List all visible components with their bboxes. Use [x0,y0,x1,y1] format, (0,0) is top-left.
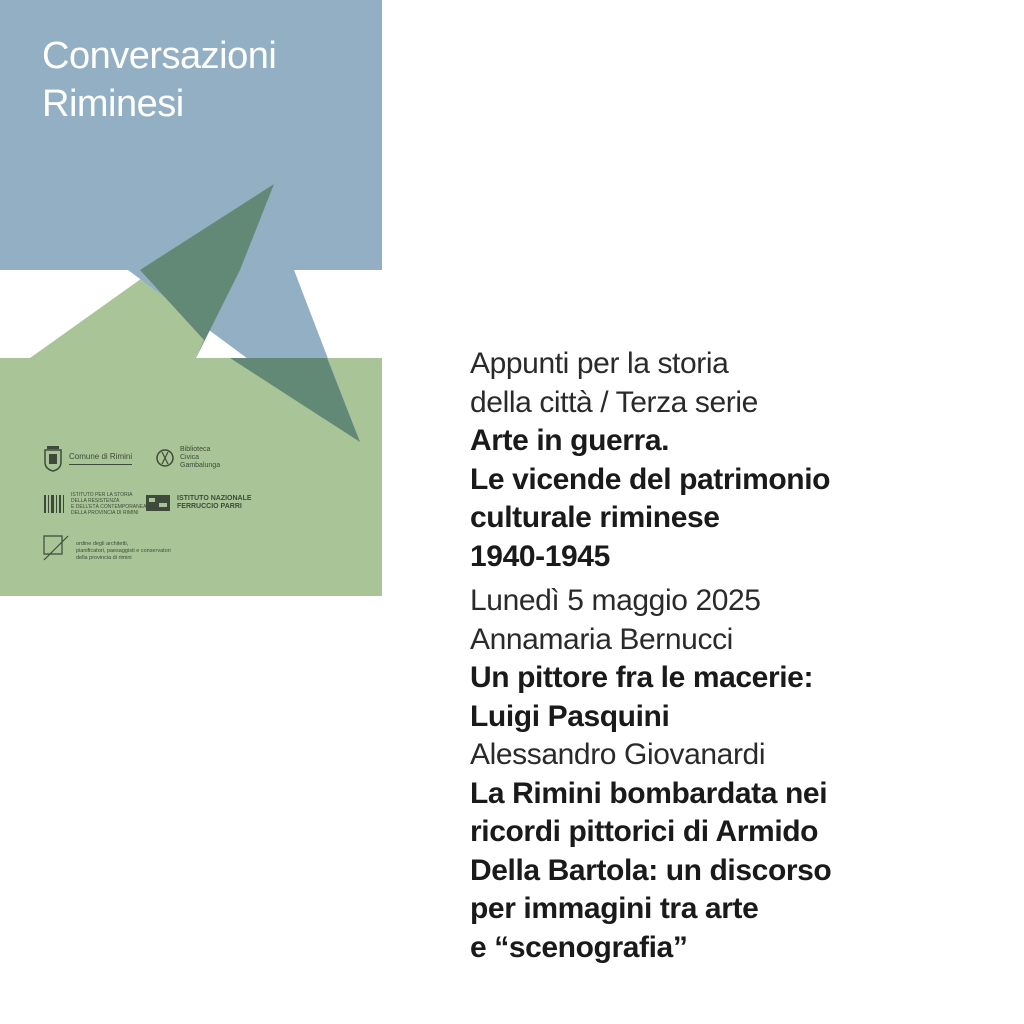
logo-istituto-ferruccio-parri [145,492,252,514]
series-theme-line: 1940-1945 [470,539,610,573]
logo-label: DELLA PROVINCIA DI RIMINI [71,510,139,516]
talk-title-line: ricordi pittorici di Armido [470,815,819,848]
event-date-block [470,582,990,621]
logo-label: E DELL'ETÀ CONTEMPORANEA [71,504,147,510]
logo-label: ISTITUTO NAZIONALE [177,495,252,502]
logo-ordine-architetti [42,534,171,562]
logo-label: Comune di Rimini [69,452,133,461]
talk-title-line: e “scenografia” [470,930,688,964]
talk-title-line: per immagini tra arte [470,892,759,925]
talk-speaker: Annamaria Bernucci [470,622,733,656]
series-subtitle-line: della città / Terza serie [470,385,758,419]
logo-label: FERRUCCIO PARRI [177,503,242,510]
logo-label: ordine degli architetti, [76,541,129,547]
istituto-barcode-icon [43,493,65,515]
rimini-crest-icon [43,446,63,472]
talk-title-line: Un pittore fra le macerie: [470,661,814,694]
series-theme [470,422,990,576]
logo-istituto-storia-resistenza [43,492,146,516]
logo-label: della provincia di rimini [76,555,132,561]
series-subtitle [470,345,990,422]
logo-label: pianificatori, paesaggisti e conservatori [76,548,171,554]
logo-label: Gambalunga [180,462,221,469]
logo-label: Biblioteca [180,446,211,453]
parri-emblem-icon [145,492,171,514]
logo-comune-di-rimini [43,446,132,472]
talk-item [470,621,990,737]
logo-biblioteca-gambalunga [156,446,220,470]
series-theme-line: Le vicende del patrimonio [470,462,831,496]
talk-title-line: Luigi Pasquini [470,699,670,733]
series-theme-line: Arte in guerra. [470,424,670,457]
talk-item [470,736,990,967]
series-subtitle-line: Appunti per la storia [470,347,729,380]
series-theme-line: culturale riminese [470,501,720,534]
logo-label: ISTITUTO PER LA STORIA [71,492,133,498]
ordine-architetti-icon [42,534,70,562]
biblioteca-icon [156,446,174,470]
talk-title-line: Della Bartola: un discorso [470,853,832,887]
talk-title-line: La Rimini bombardata nei [470,776,828,810]
logo-label: DELLA RESISTENZA [71,498,120,504]
logo-label: Civica [180,454,200,461]
series-title-line: Riminesi [42,83,184,125]
event-date: Lunedì 5 maggio 2025 [470,584,761,617]
talk-speaker: Alessandro Giovanardi [470,738,766,771]
series-title-line: Conversazioni [42,35,277,77]
event-description [470,345,990,967]
series-title [42,32,276,128]
